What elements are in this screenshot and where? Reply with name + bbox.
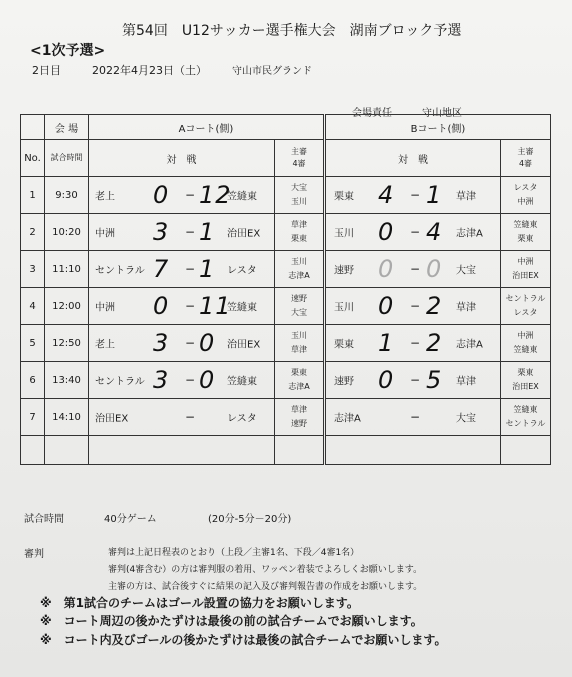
tournament-title: 第54回 U12サッカー選手権大会 湖南ブロック予選 xyxy=(122,23,462,39)
away-score: 0 xyxy=(199,366,216,394)
score-dash: − xyxy=(185,188,196,202)
table-row xyxy=(21,251,551,288)
court-a-match xyxy=(89,251,275,288)
away-score: 2 xyxy=(426,329,443,357)
score-dash: − xyxy=(410,188,421,202)
match-time: 11:10 xyxy=(45,251,89,288)
away-team: 大宝 xyxy=(456,413,476,425)
away-score: 1 xyxy=(199,255,216,283)
court-b-header: Bコート(側) xyxy=(325,115,551,140)
court-b-referees xyxy=(501,214,551,251)
away-team: 草津 xyxy=(456,302,476,314)
away-team: 治田EX xyxy=(227,339,261,351)
away-score: 5 xyxy=(426,366,443,394)
venue-header: 会 場 xyxy=(45,115,89,140)
responsible-label: 会場責任 xyxy=(352,108,392,119)
home-team: 老上 xyxy=(95,339,115,351)
referee-main: 玉川 xyxy=(291,257,307,266)
score-dash: − xyxy=(185,299,196,313)
court-a-referees xyxy=(275,214,325,251)
table-row xyxy=(21,288,551,325)
home-score: 1 xyxy=(378,329,395,357)
notice-2: ※ コート周辺の後かたずけは最後の前の試合チームでお願いします。 xyxy=(40,614,423,628)
referee-main: 大宝 xyxy=(291,183,307,192)
court-b-match xyxy=(325,251,501,288)
schedule-table xyxy=(20,114,551,465)
match-time: 13:40 xyxy=(45,362,89,399)
court-a-referees xyxy=(275,325,325,362)
away-score: 0 xyxy=(426,255,443,283)
referee-main: 草津 xyxy=(291,405,307,414)
away-score: 11 xyxy=(199,292,232,320)
match-b-header: 対 戦 xyxy=(325,140,501,177)
away-team: 笠縫東 xyxy=(227,191,257,203)
away-team: レスタ xyxy=(227,413,257,425)
home-score: 0 xyxy=(378,255,395,283)
away-score: 1 xyxy=(426,181,443,209)
row-number: 1 xyxy=(21,177,45,214)
referee-fourth: 栗東 xyxy=(291,234,307,243)
time-header: 試合時間 xyxy=(45,140,89,177)
court-b-referees xyxy=(501,362,551,399)
court-b-match xyxy=(325,288,501,325)
home-team: セントラル xyxy=(95,265,145,277)
court-b-match xyxy=(325,325,501,362)
court-b-referees xyxy=(501,288,551,325)
notice-1: ※ 第1試合のチームはゴール設置の協力をお願いします。 xyxy=(40,596,359,610)
referee-fourth: 速野 xyxy=(291,419,307,428)
referee-fourth: 中洲 xyxy=(517,197,534,206)
home-team: 玉川 xyxy=(334,302,354,314)
match-time-label: 試合時間 xyxy=(24,514,64,525)
referee-fourth: 草津 xyxy=(291,345,307,354)
home-score: 0 xyxy=(153,292,170,320)
home-score: 0 xyxy=(378,366,395,394)
away-team: 草津 xyxy=(456,376,476,388)
responsible-value: 守山地区 xyxy=(422,108,462,119)
referee-fourth: セントラル xyxy=(505,419,546,428)
court-a-referees xyxy=(275,399,325,436)
referee-main: 玉川 xyxy=(291,331,307,340)
referee-main: セントラル xyxy=(505,294,546,303)
away-team: 志津A xyxy=(456,228,483,240)
referee-main: 笠縫東 xyxy=(513,220,538,229)
referee-fourth: 志津A xyxy=(288,271,310,280)
referee-note-1: 審判は上記日程表のとおり（上段／主審1名、下段／4審1名） xyxy=(108,548,360,558)
home-score: 3 xyxy=(153,218,170,246)
home-team: 志津A xyxy=(334,413,361,425)
stage-label: <1次予選> xyxy=(30,43,106,59)
score-dash: − xyxy=(185,373,196,387)
home-score: 7 xyxy=(153,255,170,283)
referee-fourth: 笠縫東 xyxy=(513,345,538,354)
away-score: 12 xyxy=(199,181,232,209)
referee-note-2: 審判(4審含む）の方は審判服の着用、ワッペン着装でよろしくお願いします。 xyxy=(108,565,423,575)
court-a-match xyxy=(89,325,275,362)
home-team: 栗東 xyxy=(334,191,354,203)
row-number: 4 xyxy=(21,288,45,325)
court-b-match xyxy=(325,399,501,436)
score-dash: − xyxy=(410,336,421,350)
home-team: 栗東 xyxy=(334,339,354,351)
referee-fourth: 玉川 xyxy=(291,197,307,206)
home-team: 速野 xyxy=(334,265,354,277)
away-team: 草津 xyxy=(456,191,476,203)
referee-fourth: 大宝 xyxy=(291,308,307,317)
home-team: 中洲 xyxy=(95,228,115,240)
home-team: 速野 xyxy=(334,376,354,388)
away-team: レスタ xyxy=(227,265,257,277)
home-score: 0 xyxy=(378,218,395,246)
referee-fourth: 治田EX xyxy=(512,271,539,280)
court-a-match xyxy=(89,362,275,399)
referee-main: 栗東 xyxy=(517,368,534,377)
score-dash: − xyxy=(185,225,196,239)
court-b-referees xyxy=(501,177,551,214)
match-time: 9:30 xyxy=(45,177,89,214)
table-row xyxy=(21,399,551,436)
score-dash: − xyxy=(410,410,421,424)
court-b-match xyxy=(325,214,501,251)
away-score: 1 xyxy=(199,218,216,246)
court-a-header: Aコート(側) xyxy=(89,115,325,140)
venue-label: 守山市民グランド xyxy=(232,66,312,77)
referee-main: 笠縫東 xyxy=(513,405,538,414)
match-time: 12:00 xyxy=(45,288,89,325)
referee-main: 草津 xyxy=(291,220,307,229)
match-time: 14:10 xyxy=(45,399,89,436)
row-number: 5 xyxy=(21,325,45,362)
away-team: 志津A xyxy=(456,339,483,351)
home-team: 中洲 xyxy=(95,302,115,314)
ref-b-header: 主審 4審 xyxy=(501,140,551,177)
match-time: 12:50 xyxy=(45,325,89,362)
match-time: 10:20 xyxy=(45,214,89,251)
home-score: 4 xyxy=(378,181,395,209)
court-a-match xyxy=(89,177,275,214)
game-split: (20分-5分－20分) xyxy=(208,514,292,525)
referee-note-3: 主審の方は、試合後すぐに結果の記入及び審判報告書の作成をお願いします。 xyxy=(108,582,423,592)
referee-fourth: 治田EX xyxy=(512,382,539,391)
referee-main: 中洲 xyxy=(517,331,534,340)
away-score: 4 xyxy=(426,218,443,246)
away-score: 0 xyxy=(199,329,216,357)
score-dash: − xyxy=(185,336,196,350)
referee-label: 審判 xyxy=(24,549,44,560)
court-b-referees xyxy=(501,399,551,436)
row-number: 3 xyxy=(21,251,45,288)
court-a-referees xyxy=(275,177,325,214)
score-dash: − xyxy=(410,225,421,239)
game-length: 40分ゲーム xyxy=(104,514,157,525)
score-dash: − xyxy=(185,410,196,424)
day-label: 2日目 xyxy=(32,64,61,77)
court-b-match xyxy=(325,362,501,399)
court-a-referees xyxy=(275,362,325,399)
table-row xyxy=(21,177,551,214)
score-dash: − xyxy=(410,299,421,313)
home-team: 治田EX xyxy=(95,413,129,425)
score-dash: − xyxy=(185,262,196,276)
table-row xyxy=(21,362,551,399)
referee-main: レスタ xyxy=(513,183,538,192)
away-team: 笠縫東 xyxy=(227,376,257,388)
away-team: 治田EX xyxy=(227,228,261,240)
court-a-referees xyxy=(275,288,325,325)
away-team: 笠縫東 xyxy=(227,302,257,314)
referee-fourth: 志津A xyxy=(288,382,310,391)
row-number: 7 xyxy=(21,399,45,436)
notice-3: ※ コート内及びゴールの後かたずけは最後の試合チームでお願いします。 xyxy=(40,633,447,647)
score-dash: − xyxy=(410,373,421,387)
court-a-match xyxy=(89,214,275,251)
table-row xyxy=(21,214,551,251)
home-score: 3 xyxy=(153,329,170,357)
court-b-referees xyxy=(501,251,551,288)
referee-fourth: レスタ xyxy=(513,308,538,317)
court-a-match xyxy=(89,288,275,325)
away-score: 2 xyxy=(426,292,443,320)
referee-main: 栗東 xyxy=(291,368,307,377)
date-label: 2022年4月23日（土） xyxy=(92,64,207,77)
ref-a-header: 主審 4審 xyxy=(275,140,325,177)
match-a-header: 対 戦 xyxy=(89,140,275,177)
home-score: 0 xyxy=(378,292,395,320)
no-header: No. xyxy=(21,140,45,177)
away-team: 大宝 xyxy=(456,265,476,277)
court-a-referees xyxy=(275,251,325,288)
court-b-match xyxy=(325,177,501,214)
row-number: 2 xyxy=(21,214,45,251)
referee-main: 速野 xyxy=(291,294,307,303)
score-dash: − xyxy=(410,262,421,276)
home-team: 玉川 xyxy=(334,228,354,240)
home-team: セントラル xyxy=(95,376,145,388)
court-b-referees xyxy=(501,325,551,362)
referee-fourth: 栗東 xyxy=(517,234,534,243)
row-number: 6 xyxy=(21,362,45,399)
home-score: 3 xyxy=(153,366,170,394)
court-a-match xyxy=(89,399,275,436)
home-team: 老上 xyxy=(95,191,115,203)
table-row xyxy=(21,325,551,362)
referee-main: 中洲 xyxy=(517,257,534,266)
home-score: 0 xyxy=(153,181,170,209)
